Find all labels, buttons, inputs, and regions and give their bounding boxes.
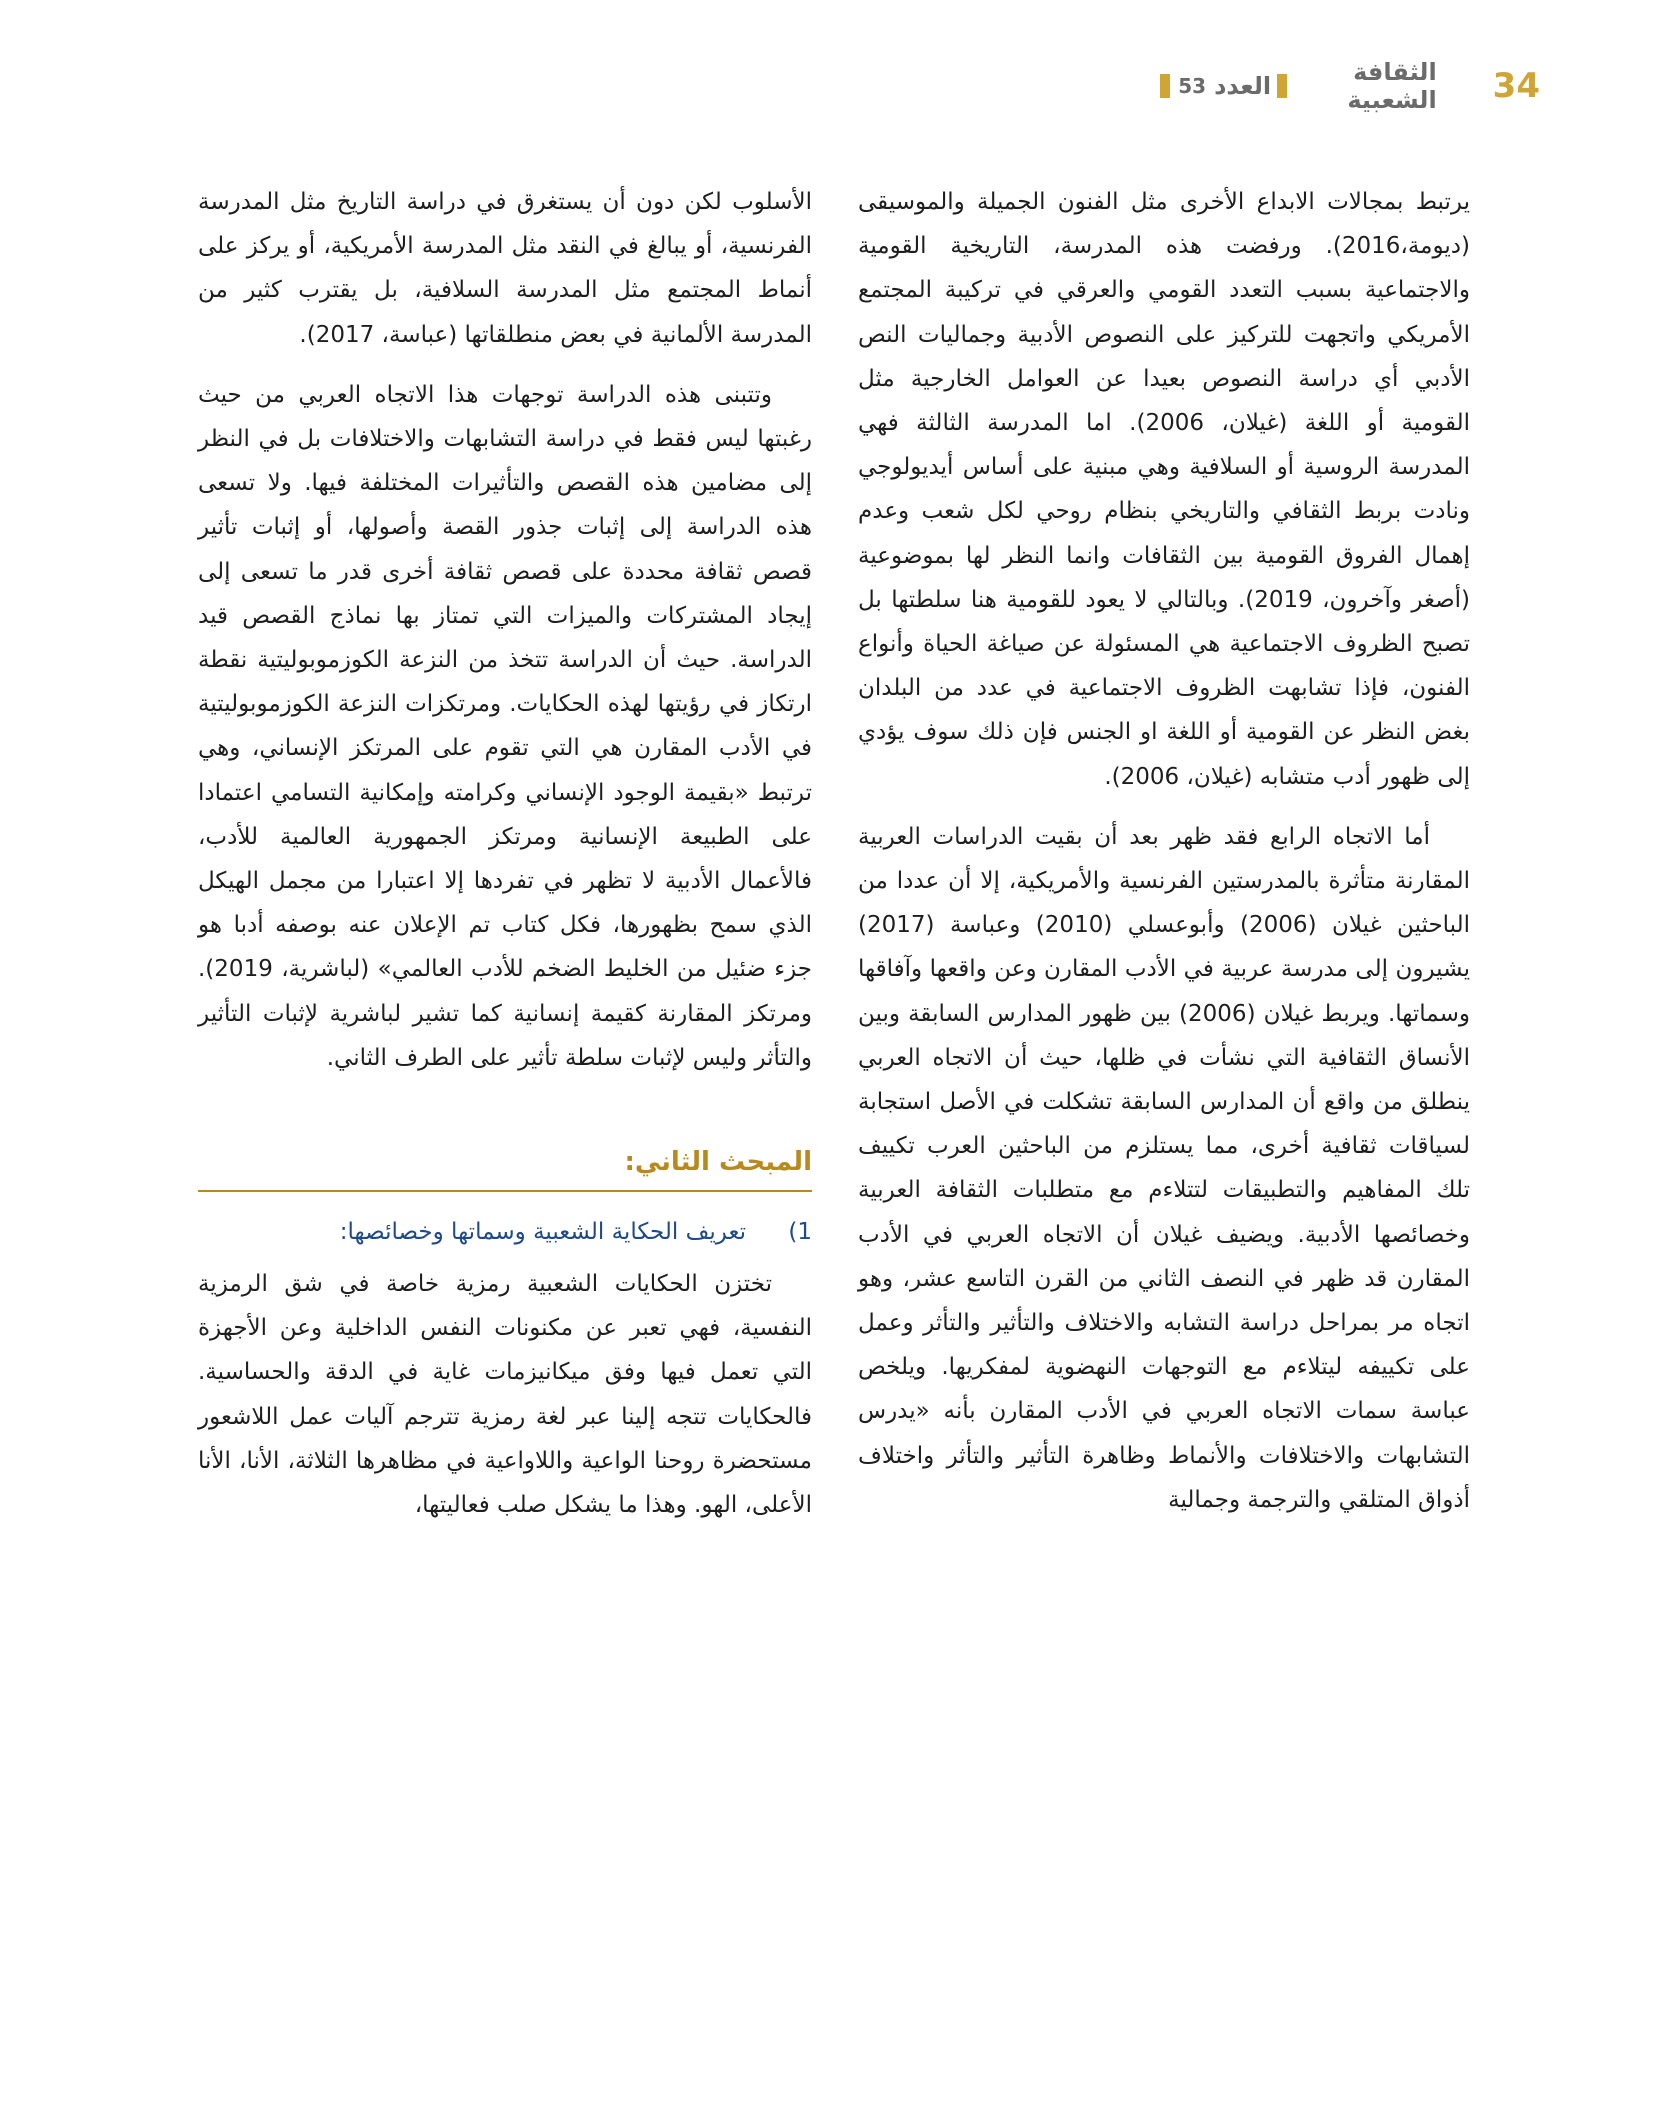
subheading: [198, 1210, 812, 1254]
magazine-title: الثقافة الشعبية: [1347, 58, 1437, 114]
section-title: المبحث الثاني:: [624, 1147, 812, 1178]
gold-square-marker: [1277, 74, 1287, 98]
subheading-number: 1): [788, 1219, 812, 1246]
left-column: [198, 180, 812, 1527]
page-number: 34: [1492, 66, 1540, 106]
gold-square-marker: [1160, 74, 1170, 98]
issue-word: العدد: [1214, 72, 1272, 100]
body-paragraph: يرتبط بمجالات الابداع الأخرى مثل الفنون الجميلة والموسيقى (ديومة،2016). ورفضت هذه المدرسة، التاريخية القومية والاجتماعية بسبب التعدد القومي والعرقي في تركيبة المجتمع الأمريكي واتجهت للتركيز على النصوص الأدبية وجماليات النص الأدبي أي دراسة النصوص بعيدا عن العوامل الخارجية مثل القومية أو اللغة (غيلان، 2006). اما المدرسة الثالثة فهي المدرسة الروسية أو السلافية وهي مبنية على أساس أيديولوجي ونادت بربط الثقافي والتاريخي بنظام روحي لكل شعب وعدم إهمال الفروق القومية بين الثقافات وانما النظر لها بموضوعية (أصغر وآخرون، 2019). وبالتالي لا يعود للقومية هنا سلطتها بل تصبح الظروف الاجتماعية هي المسئولة عن صياغة الحياة وأنواع الفنون، فإذا تشابهت الظروف الاجتماعية في عدد من البلدان بغض النظر عن القومية أو اللغة او الجنس فإن ذلك سوف يؤدي إلى ظهور أدب متشابه (غيلان، 2006).: [858, 189, 1470, 790]
right-column: [858, 180, 1470, 1522]
issue-label: [1178, 72, 1271, 100]
body-paragraph: تختزن الحكايات الشعبية رمزية خاصة في شق الرمزية النفسية، فهي تعبر عن مكنونات النفس الداخلية وعن الأجهزة التي تعمل فيها وفق ميكانيزمات غاية في الدقة والحساسية. فالحكايات تتجه إلينا عبر لغة رمزية تترجم آليات عمل اللاشعور مستحضرة روحنا الواعية واللاواعية في مظاهرها الثلاثة، الأنا، الأنا الأعلى، الهو. وهذا ما يشكل صلب فعاليتها،: [198, 1271, 812, 1519]
issue-number: 53: [1178, 74, 1207, 98]
running-header: [1160, 58, 1540, 114]
body-paragraph: أما الاتجاه الرابع فقد ظهر بعد أن بقيت الدراسات العربية المقارنة متأثرة بالمدرستين الفرنسية والأمريكية، إلا أن عددا من الباحثين غيلان (2006) وأبوعسلي (2010) وعباسة (2017) يشيرون إلى مدرسة عربية في الأدب المقارن وعن واقعها وآفاقها وسماتها. ويربط غيلان (2006) بين ظهور المدارس السابقة وبين الأنساق الثقافية التي نشأت في ظلها، حيث أن الاتجاه العربي ينطلق من واقع أن المدارس السابقة تشكلت في الأصل استجابة لسياقات ثقافية أخرى، مما يستلزم من الباحثين العرب تكييف تلك المفاهيم والتطبيقات لتتلاءم مع متطلبات الثقافة العربية وخصائصها الأدبية. ويضيف غيلان أن الاتجاه العربي في الأدب المقارن قد ظهر في النصف الثاني من القرن التاسع عشر، وهو اتجاه مر بمراحل دراسة التشابه والاختلاف والتأثير والتأثر وعمل على تكييفه ليتلاءم مع التوجهات النهضوية لمفكريها. ويلخص عباسة سمات الاتجاه العربي في الأدب المقارن بأنه «يدرس التشابهات والاختلافات والأنماط وظاهرة التأثير والتأثر واختلاف أذواق المتلقي والترجمة وجمالية: [858, 823, 1471, 1513]
subheading-text: تعريف الحكاية الشعبية وسماتها وخصائصها:: [339, 1219, 746, 1246]
body-paragraph: وتتبنى هذه الدراسة توجهات هذا الاتجاه العربي من حيث رغبتها ليس فقط في دراسة التشابهات والاختلافات بل في النظر إلى مضامين هذه القصص والتأثيرات المختلفة فيها. ولا تسعى هذه الدراسة إلى إثبات جذور القصة وأصولها، أو إثبات تأثير قصص ثقافة محددة على قصص ثقافة أخرى قدر ما تسعى إلى إيجاد المشتركات والميزات التي تمتاز بها نماذج القصص قيد الدراسة. حيث أن الدراسة تتخذ من النزعة الكوزموبوليتية نقطة ارتكاز في رؤيتها لهذه الحكايات. ومرتكزات النزعة الكوزموبوليتية في الأدب المقارن هي التي تقوم على المرتكز الإنساني، وهي ترتبط «بقيمة الوجود الإنساني وكرامته وإمكانية التسامي اعتمادا على الطبيعة الإنسانية ومرتكز الجمهورية العالمية للأدب، فالأعمال الأدبية لا تظهر في تفردها إلا اعتبارا من مجمل الهيكل الذي سمح بظهورها، فكل كتاب تم الإعلان عنه بوصفه أدبا هو جزء ضئيل من الخليط الضخم للأدب العالمي» (لباشرية، 2019). ومرتكز المقارنة كقيمة إنسانية كما تشير لباشرية لإثبات التأثير والتأثر وليس لإثبات سلطة تأثير على الطرف الثاني.: [198, 381, 812, 1071]
body-paragraph: الأسلوب لكن دون أن يستغرق في دراسة التاريخ مثل المدرسة الفرنسية، أو يبالغ في النقد مثل المدرسة الأمريكية، أو يركز على أنماط المجتمع مثل المدرسة السلافية، بل يقترب كثير من المدرسة الألمانية في بعض منطلقاتها (عباسة، 2017).: [198, 189, 812, 348]
section-divider: [198, 1190, 812, 1192]
